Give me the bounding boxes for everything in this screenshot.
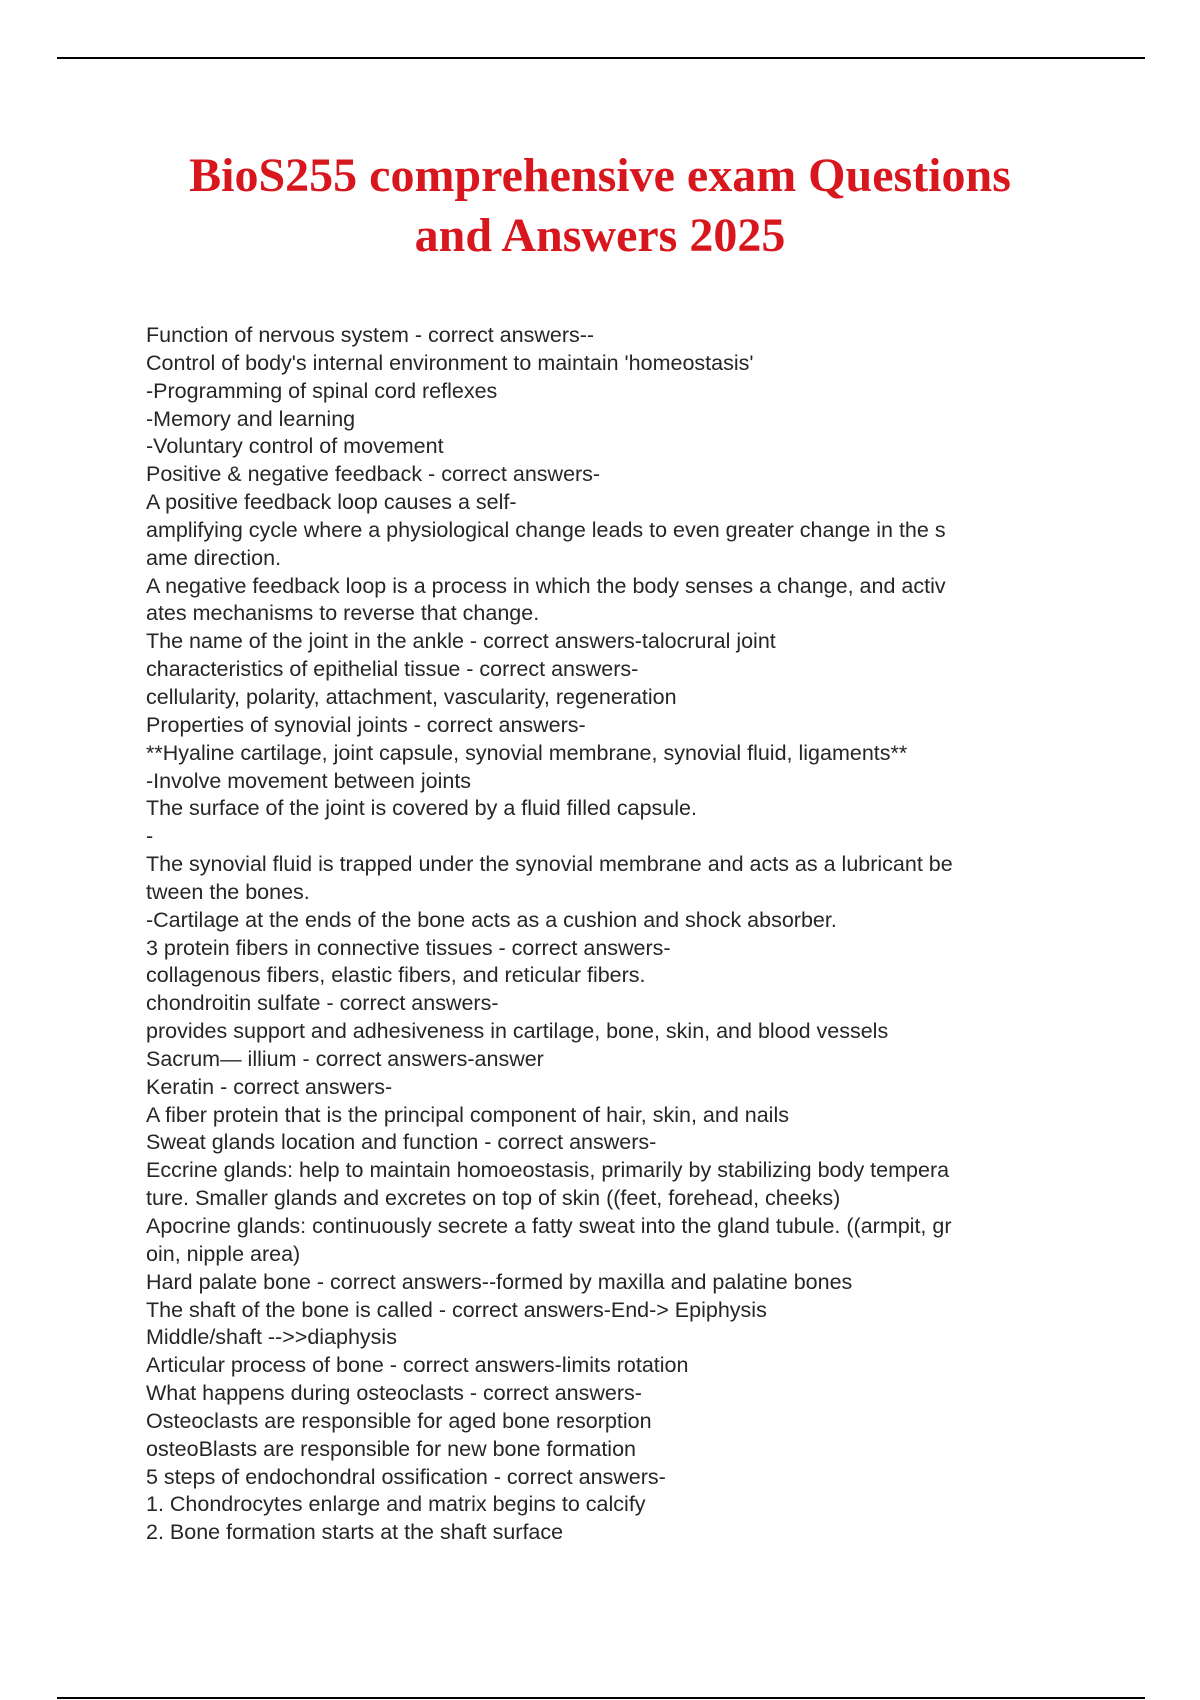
body-line: The synovial fluid is trapped under the synovial membrane and acts as a lubricant be: [146, 852, 953, 877]
body-line: amplifying cycle where a physiological change leads to even greater change in the s: [146, 517, 946, 542]
top-rule: [57, 57, 1145, 59]
body-line: -: [146, 824, 154, 849]
body-line: Articular process of bone - correct answers-limits rotation: [146, 1353, 689, 1378]
body-line: A positive feedback loop causes a self-: [146, 490, 517, 515]
body-line: Hard palate bone - correct answers--formed by maxilla and palatine bones: [146, 1269, 853, 1294]
body-line: -Memory and learning: [146, 406, 356, 431]
body-line: A fiber protein that is the principal component of hair, skin, and nails: [146, 1102, 789, 1127]
body-line: The name of the joint in the ankle - correct answers-talocrural joint: [146, 629, 776, 654]
body-line: -Voluntary control of movement: [146, 434, 444, 459]
body-line: The shaft of the bone is called - correct answers-End-> Epiphysis: [146, 1297, 767, 1322]
title-line-1: BioS255 comprehensive exam Questions: [189, 149, 1011, 202]
body-line: Keratin - correct answers-: [146, 1074, 393, 1099]
body-line: -Programming of spinal cord reflexes: [146, 378, 498, 403]
body-line: Sweat glands location and function - correct answers-: [146, 1130, 657, 1155]
body-line: **Hyaline cartilage, joint capsule, synovial membrane, synovial fluid, ligaments**: [146, 740, 908, 765]
body-line: Eccrine glands: help to maintain homoeostasis, primarily by stabilizing body tempera: [146, 1158, 950, 1183]
body-line: The surface of the joint is covered by a fluid filled capsule.: [146, 796, 697, 821]
body-line: Middle/shaft -->>diaphysis: [146, 1325, 397, 1350]
body-line: cellularity, polarity, attachment, vascularity, regeneration: [146, 684, 677, 709]
body-line: -Cartilage at the ends of the bone acts as a cushion and shock absorber.: [146, 907, 837, 932]
document-title: [0, 146, 1200, 266]
body-line: Apocrine glands: continuously secrete a fatty sweat into the gland tubule. ((armpit, gr: [146, 1214, 952, 1238]
body-line: provides support and adhesiveness in cartilage, bone, skin, and blood vessels: [146, 1019, 889, 1044]
body-line: collagenous fibers, elastic fibers, and reticular fibers.: [146, 963, 646, 988]
body-line: chondroitin sulfate - correct answers-: [146, 991, 499, 1016]
title-line-2: and Answers 2025: [414, 209, 786, 262]
body-line: Function of nervous system - correct answers--: [146, 323, 595, 347]
body-line: Sacrum— illium - correct answers-answer: [146, 1046, 544, 1071]
body-line: 3 protein fibers in connective tissues - correct answers-: [146, 935, 671, 960]
body-line: 2. Bone formation starts at the shaft surface: [146, 1520, 564, 1545]
body-line: Properties of synovial joints - correct answers-: [146, 712, 586, 737]
body-line: Osteoclasts are responsible for aged bone resorption: [146, 1408, 652, 1433]
body-line: A negative feedback loop is a process in which the body senses a change, and activ: [146, 573, 946, 598]
body-line: ame direction.: [146, 545, 282, 570]
body-line: characteristics of epithelial tissue - correct answers-: [146, 657, 639, 682]
body-line: -Involve movement between joints: [146, 768, 472, 793]
body-line: What happens during osteoclasts - correct answers-: [146, 1381, 642, 1406]
body-line: 5 steps of endochondral ossification - correct answers-: [146, 1464, 666, 1489]
document-body: [146, 322, 1146, 1547]
body-line: tween the bones.: [146, 879, 310, 904]
body-line: 1. Chondrocytes enlarge and matrix begins to calcify: [146, 1492, 646, 1517]
body-line: osteoBlasts are responsible for new bone formation: [146, 1436, 636, 1461]
body-line: Positive & negative feedback - correct answers-: [146, 462, 601, 487]
body-line: ture. Smaller glands and excretes on top of skin ((feet, forehead, cheeks): [146, 1186, 841, 1211]
bottom-rule: [57, 1697, 1145, 1699]
body-line: oin, nipple area): [146, 1241, 301, 1266]
body-line: ates mechanisms to reverse that change.: [146, 601, 540, 626]
body-line: Control of body's internal environment to maintain 'homeostasis': [146, 350, 754, 375]
